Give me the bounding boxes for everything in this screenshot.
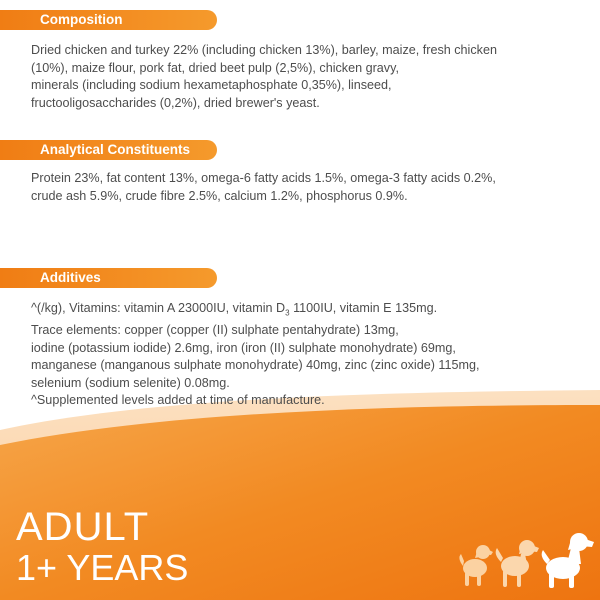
composition-line: fructooligosaccharides (0,2%), dried brewer's yeast. — [31, 95, 320, 110]
additives-line-vitamins-post: 1100IU, vitamin E 135mg. — [289, 301, 438, 315]
additives-line: manganese (manganous sulphate monohydrate) 40mg, zinc (zinc oxide) 115mg, — [31, 358, 480, 373]
additives-line: ^Supplemented levels added at time of manufacture. — [31, 393, 325, 408]
age-label-line2: 1+ YEARS — [16, 547, 189, 588]
composition-line: Dried chicken and turkey 22% (including chicken 13%), barley, maize, fresh chicken — [31, 43, 497, 57]
dog-silhouettes — [455, 528, 595, 590]
puppy-silhouette-icon — [459, 545, 493, 586]
additives-line-vitamins-pre: ^(/kg), Vitamins: vitamin A 23000IU, vitamin D — [31, 301, 286, 315]
analytical-line: crude ash 5.9%, crude fibre 2.5%, calcium 1.2%, phosphorus 0.9%. — [31, 188, 408, 203]
subscript-3: 3 — [285, 308, 290, 318]
analytical-heading-text: Analytical Constituents — [40, 142, 191, 157]
additives-text — [31, 300, 576, 410]
large-dog-silhouette-icon — [542, 533, 594, 588]
composition-line: minerals (including sodium hexametaphosphate 0,35%), linseed, — [31, 78, 392, 92]
adult-dog-silhouette-icon — [496, 540, 539, 587]
additives-line: Trace elements: copper (copper (II) sulphate pentahydrate) 13mg, — [31, 323, 399, 338]
additives-heading-text: Additives — [40, 270, 101, 285]
composition-line: (10%), maize flour, pork fat, dried beet pulp (2,5%), chicken gravy, — [31, 60, 399, 75]
analytical-line: Protein 23%, fat content 13%, omega-6 fatty acids 1.5%, omega-3 fatty acids 0.2%, — [31, 171, 496, 185]
additives-line: selenium (sodium selenite) 0.08mg. — [31, 375, 230, 390]
composition-heading-text: Composition — [40, 12, 123, 27]
age-label-line1: ADULT — [16, 505, 150, 549]
additives-line-vitamins — [31, 300, 576, 322]
additives-line: iodine (potassium iodide) 2.6mg, iron (iron (II) sulphate monohydrate) 69mg, — [31, 340, 456, 355]
additives-heading — [0, 268, 217, 288]
